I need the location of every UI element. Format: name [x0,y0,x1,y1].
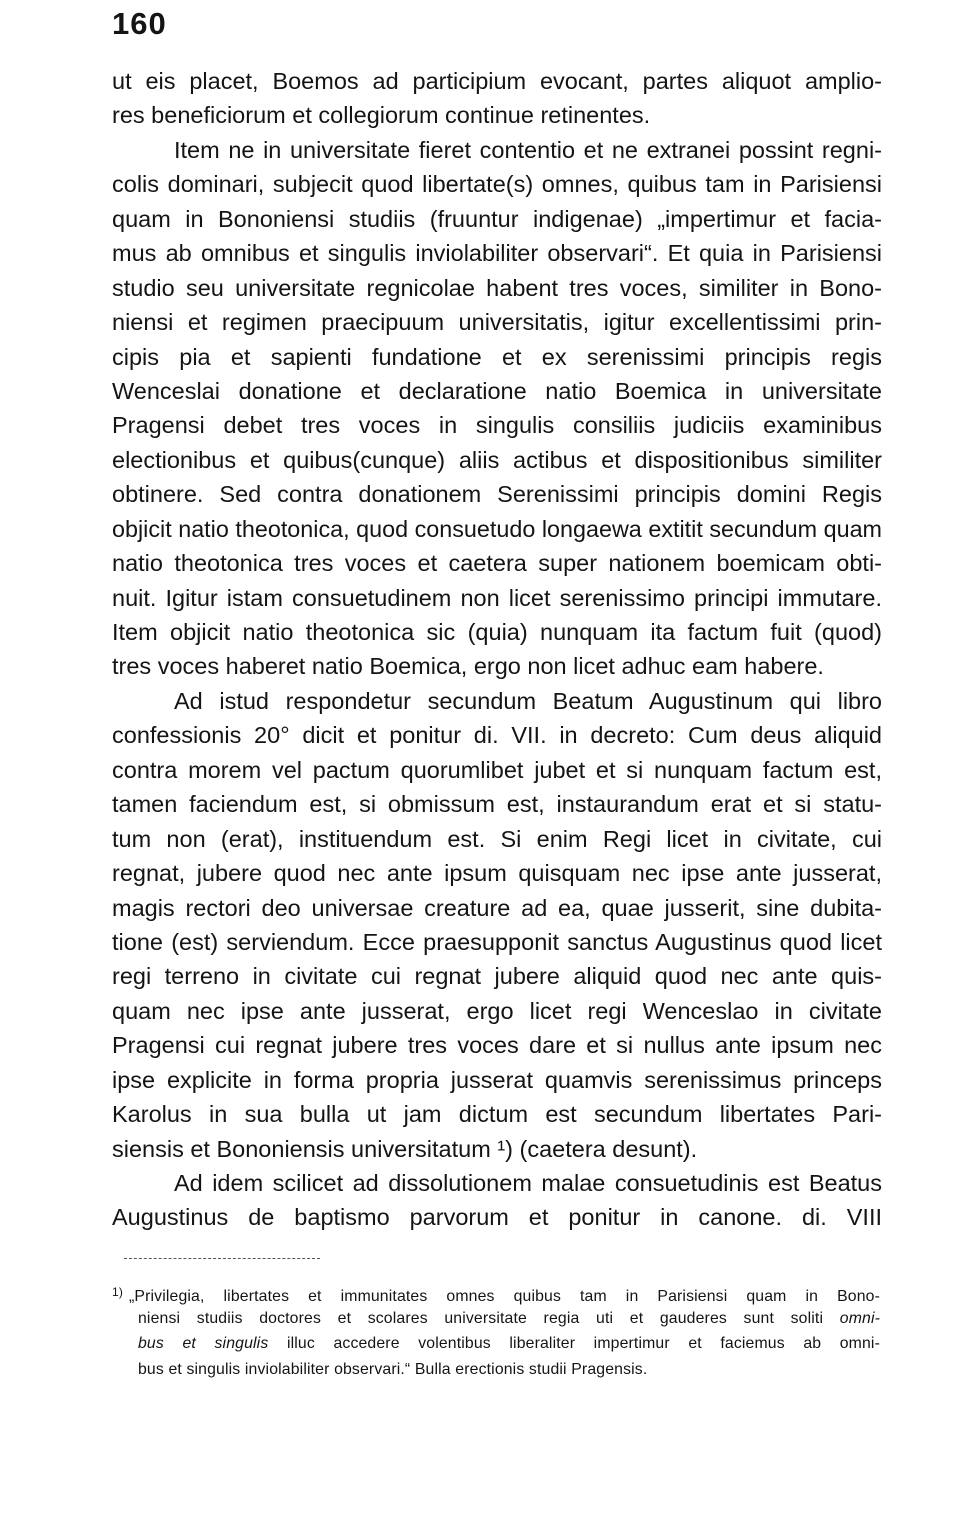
text-line: quam nec ipse ante jusserat, ergo licet regi Wenceslao in civitate [112,997,882,1024]
paragraph-start-line: Ad idem scilicet ad dissolutionem malae consuetudinis est Beatus [174,1170,882,1196]
footnote-line [112,1280,880,1306]
text-line: ipse explicite in forma propria jusserat quamvis serenissimus princeps [112,1066,882,1093]
text-line: tres voces haberet natio Boemica, ergo non licet adhuc eam habere. [112,653,824,680]
footnote-separator [124,1258,320,1259]
text-line: natio theotonica tres voces et caetera super nationem boemicam obti- [112,550,882,577]
page-number: 160 [112,6,167,41]
text-line: siensis et Bononiensis universitatum ¹) (caetera desunt). [112,1135,698,1162]
paragraph-start-line: Ad istud respondetur secundum Beatum Augustinum qui libro [174,687,882,714]
text-line: Pragensi cui regnat jubere tres voces dare et si nullus ante ipsum nec [112,1032,882,1059]
text-line: niensi et regimen praecipuum universitatis, igitur excellentissimi prin- [112,309,882,336]
text-line: regnat, jubere quod nec ante ipsum quisquam nec ipse ante jusserat, [112,860,882,887]
text-line: quam in Bononiensi studiis (fruuntur indigenae) „impertimur et facia- [112,205,882,232]
text-line: ut eis placet, Boemos ad participium evocant, partes aliquot amplio- [112,68,882,94]
footnote-text: „Privilegia, libertates et immunitates omnes quibus tam in Parisiensi quam in Bono- [128,1288,880,1305]
text-line: Item objicit natio theotonica sic (quia) nunquam ita factum fuit (quod) [112,619,882,645]
body-text [112,64,882,1235]
footnote-text: illuc accedere volentibus liberaliter impertimur et faciemus ab omni- [286,1335,880,1352]
text-line: Augustinus de baptismo parvorum et ponitur in canone. di. VIII [112,1204,882,1231]
text-line: obtinere. Sed contra donationem Serenissimi principis domini Regis [112,481,882,508]
text-line: contra morem vel pactum quorumlibet jubet et si nunquam factum est, [112,756,882,783]
text-line: studio seu universitate regnicolae habent tres voces, similiter in Bono- [112,274,882,301]
footnote-line: bus et singulis inviolabiliter observari.“ Bulla erectionis studii Pragensis. [138,1360,648,1378]
text-line: regi terreno in civitate cui regnat jubere aliquid quod nec ante quis- [112,963,882,990]
text-line: confessionis 20° dicit et ponitur di. VII. in decreto: Cum deus aliquid [112,722,882,749]
text-line: magis rectori deo universae creature ad ea, quae jusserit, sine dubita- [112,894,882,921]
footnote-marker: 1) [112,1285,123,1299]
text-line: electionibus et quibus(cunque) aliis actibus et dispositionibus similiter [112,446,882,473]
footnote-italic-text: omni- [839,1309,881,1327]
paragraph-start-line: Item ne in universitate fieret contentio et ne extranei possint regni- [174,136,882,163]
text-line: Wenceslai donatione et declaratione natio Boemica in universitate [112,377,882,404]
text-line: tamen faciendum est, si obmissum est, instaurandum erat et si statu- [112,791,882,818]
text-line: res beneficiorum et collegiorum continue retinentes. [112,102,651,129]
text-line: Karolus in sua bulla ut jam dictum est secundum libertates Pari- [112,1101,882,1128]
text-line: colis dominari, subjecit quod libertate(s) omnes, quibus tam in Parisiensi [112,171,882,198]
text-line: cipis pia et sapienti fundatione et ex serenissimi principis regis [112,343,882,370]
text-line: tum non (erat), instituendum est. Si enim Regi licet in civitate, cui [112,825,882,852]
text-line: mus ab omnibus et singulis inviolabiliter observari“. Et quia in Parisiensi [112,240,882,267]
footnote-line [112,1306,880,1332]
text-line: tione (est) serviendum. Ecce praesupponit sanctus Augustinus quod licet [112,928,882,955]
footnote [112,1280,880,1382]
text-line: nuit. Igitur istam consuetudinem non licet serenissimo principi immutare. [112,584,882,611]
text-line: Pragensi debet tres voces in singulis consiliis judiciis examinibus [112,412,882,439]
text-line: objicit natio theotonica, quod consuetudo longaewa extitit secundum quam [112,515,882,542]
footnote-text: niensi studiis doctores et scolares universitate regia uti et gauderes sunt soliti [138,1309,824,1327]
footnote-italic-text: bus et singulis [138,1335,269,1352]
footnote-line [112,1331,880,1357]
